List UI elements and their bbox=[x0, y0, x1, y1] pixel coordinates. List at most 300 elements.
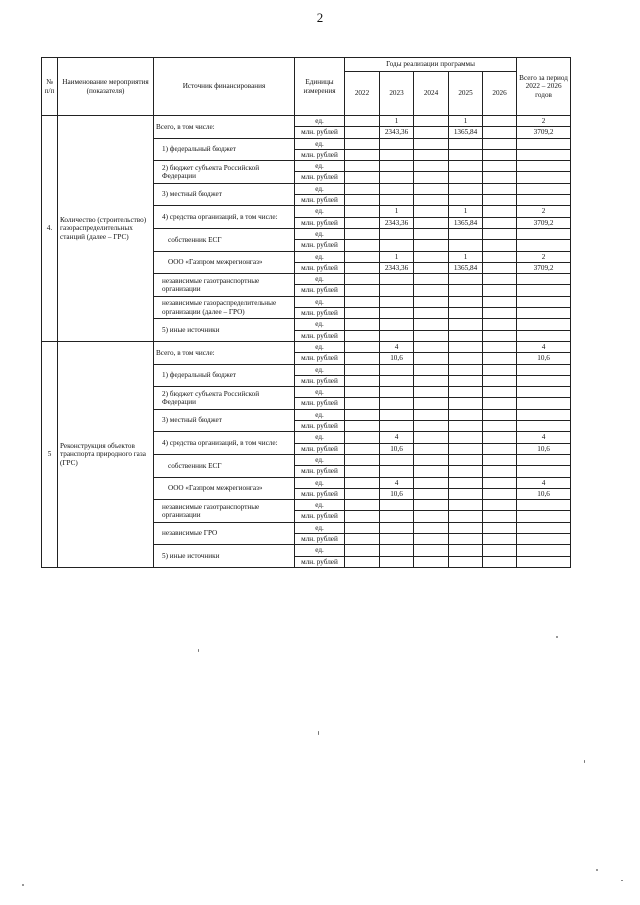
value-cell bbox=[449, 285, 483, 296]
value-cell bbox=[449, 195, 483, 206]
total-cell bbox=[517, 364, 571, 375]
value-cell: 1365,84 bbox=[449, 262, 483, 273]
value-cell bbox=[345, 341, 380, 352]
funding-source: ООО «Газпром межрегионгаз» bbox=[154, 477, 295, 500]
value-cell bbox=[414, 364, 449, 375]
value-cell bbox=[380, 161, 414, 172]
value-cell bbox=[414, 330, 449, 341]
header-num: № п/п bbox=[42, 58, 58, 116]
value-cell bbox=[483, 116, 517, 127]
value-cell bbox=[483, 319, 517, 330]
table-row bbox=[42, 116, 571, 127]
value-cell bbox=[380, 138, 414, 149]
unit-cell: млн. рублей bbox=[295, 511, 345, 522]
value-cell bbox=[345, 454, 380, 465]
total-cell: 4 bbox=[517, 477, 571, 488]
value-cell bbox=[449, 296, 483, 307]
value-cell bbox=[345, 330, 380, 341]
value-cell bbox=[345, 206, 380, 217]
value-cell bbox=[345, 251, 380, 262]
total-cell: 3709,2 bbox=[517, 127, 571, 138]
funding-source: 2) бюджет субъекта Российской Федерации bbox=[154, 387, 295, 410]
total-cell bbox=[517, 409, 571, 420]
value-cell bbox=[414, 556, 449, 567]
total-cell bbox=[517, 330, 571, 341]
value-cell: 1 bbox=[449, 116, 483, 127]
value-cell bbox=[483, 398, 517, 409]
value-cell bbox=[380, 466, 414, 477]
value-cell bbox=[449, 387, 483, 398]
value-cell bbox=[483, 172, 517, 183]
total-cell bbox=[517, 398, 571, 409]
total-cell: 10,6 bbox=[517, 443, 571, 454]
total-cell bbox=[517, 195, 571, 206]
value-cell bbox=[414, 149, 449, 160]
total-cell bbox=[517, 511, 571, 522]
unit-cell: млн. рублей bbox=[295, 556, 345, 567]
value-cell: 2343,36 bbox=[380, 217, 414, 228]
total-cell bbox=[517, 308, 571, 319]
value-cell bbox=[483, 432, 517, 443]
funding-source: Всего, в том числе: bbox=[154, 341, 295, 364]
header-years-group: Годы реализации программы bbox=[345, 58, 517, 72]
total-cell: 3709,2 bbox=[517, 217, 571, 228]
value-cell bbox=[449, 488, 483, 499]
unit-cell: млн. рублей bbox=[295, 285, 345, 296]
value-cell bbox=[449, 500, 483, 511]
value-cell: 1 bbox=[449, 206, 483, 217]
unit-cell: ед. bbox=[295, 206, 345, 217]
value-cell bbox=[483, 251, 517, 262]
value-cell bbox=[414, 217, 449, 228]
value-cell bbox=[449, 432, 483, 443]
value-cell bbox=[345, 195, 380, 206]
value-cell bbox=[345, 353, 380, 364]
value-cell bbox=[345, 511, 380, 522]
value-cell bbox=[414, 545, 449, 556]
value-cell bbox=[380, 387, 414, 398]
value-cell bbox=[380, 274, 414, 285]
value-cell bbox=[483, 296, 517, 307]
value-cell bbox=[483, 533, 517, 544]
value-cell bbox=[414, 228, 449, 239]
value-cell bbox=[414, 138, 449, 149]
value-cell bbox=[345, 161, 380, 172]
value-cell bbox=[483, 341, 517, 352]
scan-speck bbox=[621, 880, 623, 881]
value-cell: 1 bbox=[380, 206, 414, 217]
header-source: Источник финансирования bbox=[154, 58, 295, 116]
header-year: 2022 bbox=[345, 72, 380, 116]
value-cell bbox=[483, 274, 517, 285]
value-cell: 1365,84 bbox=[449, 217, 483, 228]
unit-cell: ед. bbox=[295, 161, 345, 172]
value-cell bbox=[414, 262, 449, 273]
scan-speck bbox=[584, 760, 585, 763]
header-year: 2026 bbox=[483, 72, 517, 116]
funding-source: ООО «Газпром межрегионгаз» bbox=[154, 251, 295, 274]
value-cell bbox=[345, 149, 380, 160]
unit-cell: ед. bbox=[295, 341, 345, 352]
value-cell bbox=[414, 353, 449, 364]
value-cell bbox=[483, 511, 517, 522]
value-cell bbox=[449, 240, 483, 251]
value-cell bbox=[345, 138, 380, 149]
value-cell bbox=[449, 409, 483, 420]
value-cell bbox=[449, 353, 483, 364]
funding-source: 4) средства организаций, в том числе: bbox=[154, 432, 295, 455]
unit-cell: млн. рублей bbox=[295, 398, 345, 409]
value-cell: 2343,36 bbox=[380, 262, 414, 273]
unit-cell: млн. рублей bbox=[295, 443, 345, 454]
unit-cell: ед. bbox=[295, 387, 345, 398]
total-cell bbox=[517, 466, 571, 477]
value-cell bbox=[345, 443, 380, 454]
value-cell bbox=[345, 432, 380, 443]
value-cell bbox=[345, 183, 380, 194]
total-cell bbox=[517, 454, 571, 465]
funding-source: независимые газораспределительные организации (далее – ГРО) bbox=[154, 296, 295, 319]
value-cell bbox=[483, 161, 517, 172]
total-cell bbox=[517, 274, 571, 285]
unit-cell: ед. bbox=[295, 364, 345, 375]
value-cell bbox=[414, 172, 449, 183]
value-cell bbox=[345, 375, 380, 386]
value-cell bbox=[449, 341, 483, 352]
total-cell bbox=[517, 138, 571, 149]
value-cell bbox=[483, 500, 517, 511]
section-name: Реконструкция объектов транспорта природного газа (ГРС) bbox=[58, 341, 154, 567]
unit-cell: млн. рублей bbox=[295, 488, 345, 499]
scan-speck bbox=[596, 869, 598, 871]
value-cell bbox=[449, 454, 483, 465]
value-cell bbox=[483, 421, 517, 432]
header-year: 2024 bbox=[414, 72, 449, 116]
value-cell bbox=[414, 522, 449, 533]
value-cell bbox=[345, 488, 380, 499]
value-cell bbox=[345, 228, 380, 239]
unit-cell: ед. bbox=[295, 432, 345, 443]
header-year: 2025 bbox=[449, 72, 483, 116]
total-cell bbox=[517, 240, 571, 251]
value-cell bbox=[345, 533, 380, 544]
value-cell bbox=[449, 149, 483, 160]
section-name: Количество (строительство) газораспределительных станций (далее – ГРС) bbox=[58, 116, 154, 342]
value-cell bbox=[483, 285, 517, 296]
value-cell bbox=[414, 466, 449, 477]
value-cell bbox=[414, 375, 449, 386]
value-cell bbox=[414, 443, 449, 454]
unit-cell: млн. рублей bbox=[295, 127, 345, 138]
value-cell bbox=[414, 308, 449, 319]
unit-cell: млн. рублей bbox=[295, 353, 345, 364]
value-cell: 1365,84 bbox=[449, 127, 483, 138]
unit-cell: ед. bbox=[295, 545, 345, 556]
value-cell bbox=[380, 375, 414, 386]
value-cell bbox=[345, 296, 380, 307]
total-cell bbox=[517, 183, 571, 194]
value-cell bbox=[449, 183, 483, 194]
unit-cell: ед. bbox=[295, 274, 345, 285]
funding-source: 1) федеральный бюджет bbox=[154, 138, 295, 161]
total-cell: 4 bbox=[517, 432, 571, 443]
value-cell bbox=[414, 127, 449, 138]
value-cell bbox=[380, 240, 414, 251]
value-cell bbox=[414, 409, 449, 420]
unit-cell: млн. рублей bbox=[295, 308, 345, 319]
total-cell bbox=[517, 149, 571, 160]
value-cell bbox=[380, 511, 414, 522]
header-name: Наименование мероприятия (показателя) bbox=[58, 58, 154, 116]
page-number: 2 bbox=[316, 10, 324, 25]
value-cell: 10,6 bbox=[380, 488, 414, 499]
value-cell bbox=[380, 522, 414, 533]
scan-speck bbox=[198, 649, 199, 652]
value-cell bbox=[414, 274, 449, 285]
total-cell: 2 bbox=[517, 116, 571, 127]
value-cell bbox=[380, 149, 414, 160]
table-body bbox=[42, 116, 571, 568]
value-cell bbox=[345, 545, 380, 556]
value-cell bbox=[345, 274, 380, 285]
value-cell bbox=[414, 488, 449, 499]
value-cell bbox=[483, 353, 517, 364]
total-cell: 10,6 bbox=[517, 353, 571, 364]
value-cell bbox=[414, 477, 449, 488]
value-cell: 1 bbox=[380, 251, 414, 262]
total-cell bbox=[517, 500, 571, 511]
value-cell bbox=[380, 398, 414, 409]
value-cell bbox=[449, 443, 483, 454]
unit-cell: ед. bbox=[295, 296, 345, 307]
value-cell bbox=[414, 341, 449, 352]
value-cell bbox=[483, 454, 517, 465]
unit-cell: млн. рублей bbox=[295, 195, 345, 206]
value-cell: 2343,36 bbox=[380, 127, 414, 138]
section-number: 5 bbox=[42, 341, 58, 567]
value-cell bbox=[483, 330, 517, 341]
value-cell bbox=[483, 149, 517, 160]
value-cell bbox=[345, 240, 380, 251]
value-cell bbox=[449, 398, 483, 409]
unit-cell: ед. bbox=[295, 183, 345, 194]
value-cell bbox=[380, 228, 414, 239]
value-cell bbox=[483, 375, 517, 386]
value-cell bbox=[483, 217, 517, 228]
total-cell bbox=[517, 172, 571, 183]
value-cell bbox=[483, 466, 517, 477]
total-cell bbox=[517, 285, 571, 296]
value-cell bbox=[414, 432, 449, 443]
value-cell bbox=[483, 522, 517, 533]
value-cell bbox=[380, 409, 414, 420]
value-cell bbox=[483, 364, 517, 375]
value-cell bbox=[414, 319, 449, 330]
unit-cell: ед. bbox=[295, 319, 345, 330]
value-cell bbox=[414, 398, 449, 409]
value-cell bbox=[414, 206, 449, 217]
value-cell bbox=[380, 364, 414, 375]
unit-cell: ед. bbox=[295, 477, 345, 488]
unit-cell: ед. bbox=[295, 454, 345, 465]
value-cell: 4 bbox=[380, 477, 414, 488]
value-cell bbox=[483, 228, 517, 239]
value-cell bbox=[483, 138, 517, 149]
value-cell bbox=[449, 319, 483, 330]
value-cell bbox=[449, 172, 483, 183]
value-cell bbox=[449, 330, 483, 341]
value-cell bbox=[449, 274, 483, 285]
value-cell bbox=[483, 545, 517, 556]
value-cell bbox=[380, 330, 414, 341]
value-cell bbox=[449, 477, 483, 488]
value-cell bbox=[380, 195, 414, 206]
total-cell bbox=[517, 522, 571, 533]
value-cell bbox=[414, 285, 449, 296]
unit-cell: млн. рублей bbox=[295, 533, 345, 544]
value-cell: 4 bbox=[380, 341, 414, 352]
value-cell bbox=[345, 387, 380, 398]
value-cell bbox=[483, 556, 517, 567]
value-cell bbox=[380, 172, 414, 183]
value-cell bbox=[380, 285, 414, 296]
unit-cell: млн. рублей bbox=[295, 217, 345, 228]
value-cell bbox=[345, 116, 380, 127]
unit-cell: млн. рублей bbox=[295, 240, 345, 251]
program-table bbox=[41, 57, 571, 568]
value-cell bbox=[449, 533, 483, 544]
value-cell bbox=[483, 183, 517, 194]
value-cell bbox=[345, 556, 380, 567]
value-cell bbox=[449, 511, 483, 522]
unit-cell: ед. bbox=[295, 500, 345, 511]
value-cell bbox=[345, 421, 380, 432]
total-cell: 2 bbox=[517, 251, 571, 262]
value-cell bbox=[483, 477, 517, 488]
value-cell bbox=[345, 285, 380, 296]
value-cell bbox=[449, 466, 483, 477]
value-cell bbox=[345, 477, 380, 488]
value-cell bbox=[380, 183, 414, 194]
value-cell bbox=[380, 545, 414, 556]
funding-source: независимые ГРО bbox=[154, 522, 295, 545]
value-cell bbox=[414, 500, 449, 511]
unit-cell: млн. рублей bbox=[295, 262, 345, 273]
value-cell bbox=[483, 262, 517, 273]
funding-source: Всего, в том числе: bbox=[154, 116, 295, 139]
value-cell bbox=[345, 466, 380, 477]
value-cell bbox=[414, 161, 449, 172]
value-cell bbox=[414, 296, 449, 307]
value-cell bbox=[449, 545, 483, 556]
funding-source: независимые газотранспортные организации bbox=[154, 274, 295, 297]
total-cell bbox=[517, 533, 571, 544]
funding-source: 3) местный бюджет bbox=[154, 409, 295, 432]
value-cell bbox=[380, 500, 414, 511]
total-cell bbox=[517, 545, 571, 556]
total-cell bbox=[517, 161, 571, 172]
value-cell: 1 bbox=[449, 251, 483, 262]
value-cell bbox=[414, 195, 449, 206]
unit-cell: млн. рублей bbox=[295, 375, 345, 386]
total-cell bbox=[517, 421, 571, 432]
value-cell bbox=[380, 454, 414, 465]
funding-source: 1) федеральный бюджет bbox=[154, 364, 295, 387]
total-cell bbox=[517, 375, 571, 386]
value-cell bbox=[483, 443, 517, 454]
value-cell bbox=[414, 251, 449, 262]
value-cell: 4 bbox=[380, 432, 414, 443]
total-cell bbox=[517, 556, 571, 567]
value-cell: 10,6 bbox=[380, 443, 414, 454]
value-cell bbox=[483, 308, 517, 319]
value-cell bbox=[449, 308, 483, 319]
value-cell bbox=[345, 262, 380, 273]
unit-cell: ед. bbox=[295, 116, 345, 127]
value-cell bbox=[345, 217, 380, 228]
total-cell: 3709,2 bbox=[517, 262, 571, 273]
value-cell bbox=[345, 500, 380, 511]
value-cell bbox=[380, 421, 414, 432]
value-cell bbox=[483, 127, 517, 138]
value-cell bbox=[345, 364, 380, 375]
value-cell bbox=[345, 308, 380, 319]
value-cell bbox=[414, 533, 449, 544]
scan-speck bbox=[22, 884, 24, 886]
unit-cell: млн. рублей bbox=[295, 149, 345, 160]
value-cell bbox=[449, 161, 483, 172]
value-cell bbox=[345, 172, 380, 183]
value-cell bbox=[414, 116, 449, 127]
total-cell: 10,6 bbox=[517, 488, 571, 499]
value-cell bbox=[380, 296, 414, 307]
unit-cell: ед. bbox=[295, 251, 345, 262]
value-cell: 1 bbox=[380, 116, 414, 127]
funding-source: 4) средства организаций, в том числе: bbox=[154, 206, 295, 229]
value-cell bbox=[414, 183, 449, 194]
value-cell bbox=[449, 138, 483, 149]
total-cell bbox=[517, 319, 571, 330]
total-cell: 4 bbox=[517, 341, 571, 352]
value-cell bbox=[345, 409, 380, 420]
total-cell: 2 bbox=[517, 206, 571, 217]
funding-source: 5) иные источники bbox=[154, 319, 295, 342]
value-cell bbox=[380, 319, 414, 330]
funding-source: 3) местный бюджет bbox=[154, 183, 295, 206]
value-cell bbox=[414, 511, 449, 522]
value-cell bbox=[483, 409, 517, 420]
unit-cell: млн. рублей bbox=[295, 421, 345, 432]
total-cell bbox=[517, 387, 571, 398]
funding-source: собственник ЕСГ bbox=[154, 454, 295, 477]
value-cell bbox=[449, 522, 483, 533]
unit-cell: ед. bbox=[295, 228, 345, 239]
value-cell bbox=[449, 375, 483, 386]
value-cell bbox=[345, 522, 380, 533]
header-units: Единицы измерения bbox=[295, 58, 345, 116]
scan-speck bbox=[556, 636, 558, 638]
value-cell bbox=[483, 195, 517, 206]
value-cell bbox=[449, 421, 483, 432]
value-cell bbox=[483, 206, 517, 217]
section-number: 4. bbox=[42, 116, 58, 342]
unit-cell: ед. bbox=[295, 409, 345, 420]
scan-speck bbox=[318, 731, 319, 735]
funding-source: 2) бюджет субъекта Российской Федерации bbox=[154, 161, 295, 184]
total-cell bbox=[517, 228, 571, 239]
value-cell bbox=[380, 533, 414, 544]
value-cell: 10,6 bbox=[380, 353, 414, 364]
